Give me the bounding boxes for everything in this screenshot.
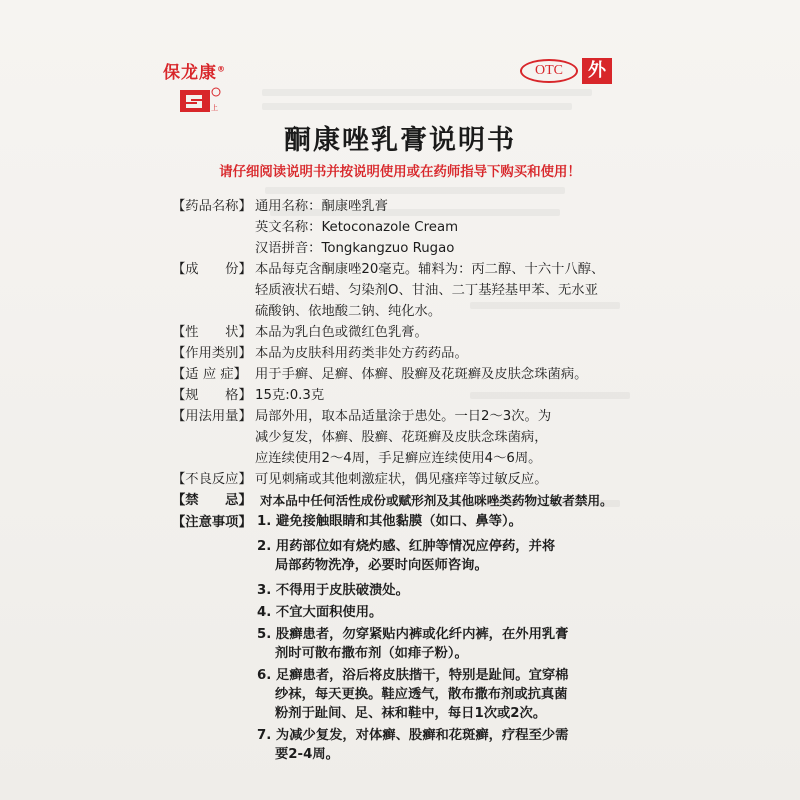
adverse-text: 可见刺痛或其他刺激症状，偶见瘙痒等过敏反应。 — [255, 472, 548, 487]
section-label: 【作用类别】 — [172, 346, 252, 361]
category-text: 本品为皮肤科用药类非处方药药品。 — [255, 346, 468, 361]
generic-name: 通用名称：酮康唑乳膏 — [255, 199, 388, 214]
precaution-line: 剂时可散布撒布剂（如痱子粉）。 — [275, 646, 468, 661]
contra-line-1: 对本品中任何活性成份或赋形剂及其他咪唑类药物过敏者禁用。 — [260, 493, 613, 508]
external-use-label: 外 — [582, 58, 612, 84]
brand-name: 保龙康® — [163, 63, 226, 83]
composition-line-3: 硫酸钠、依地酸二钠、纯化水。 — [255, 304, 442, 319]
precaution-line: 1. 避免接触眼睛和其他黏膜（如口、鼻等）。 — [257, 514, 522, 529]
section-label: 【性 状】 — [172, 325, 252, 340]
brand-logo-icon — [178, 86, 222, 116]
usage-line-3: 应连续使用2～4周，手足癣应连续使用4～6周。 — [255, 451, 542, 466]
composition-line-2: 轻质液状石蜡、匀染剂O、甘油、二丁基羟基甲苯、无水亚 — [255, 283, 598, 298]
otc-label: OTC — [520, 59, 578, 83]
page-title: 酮康唑乳膏说明书 — [284, 125, 516, 156]
svg-text:上: 上 — [211, 104, 218, 112]
section-label: 【成 份】 — [172, 262, 252, 277]
usage-line-2: 减少复发，体癣、股癣、花斑癣及皮肤念珠菌病， — [255, 430, 548, 445]
section-label: 【用法用量】 — [172, 409, 252, 424]
section-label: 【注意事项】 — [172, 515, 252, 530]
precaution-line: 3. 不得用于皮肤破溃处。 — [257, 583, 409, 598]
english-name: 英文名称：Ketoconazole Cream — [255, 220, 459, 235]
indications-text: 用于手癣、足癣、体癣、股癣及花斑癣及皮肤念珠菌病。 — [255, 367, 588, 382]
pinyin-name: 汉语拼音：Tongkangzuo Rugao — [255, 241, 455, 256]
spec-text: 15克:0.3克 — [255, 388, 325, 403]
section-label: 【药品名称】 — [172, 199, 252, 214]
section-label: 【规 格】 — [172, 388, 252, 403]
otc-badge — [520, 58, 620, 86]
section-label: 【适 应 症】 — [172, 367, 247, 382]
section-label: 【禁 忌】 — [172, 493, 252, 508]
precaution-line: 2. 用药部位如有烧灼感、红肿等情况应停药，并将 — [257, 539, 556, 554]
usage-line-1: 局部外用，取本品适量涂于患处。一日2～3次。为 — [255, 409, 552, 424]
precaution-line: 5. 股癣患者，勿穿紧贴内裤或化纤内裤，在外用乳膏 — [257, 627, 569, 642]
composition-line-1: 本品每克含酮康唑20毫克。辅料为：丙二醇、十六十八醇、 — [255, 262, 605, 277]
appearance-text: 本品为乳白色或微红色乳膏。 — [255, 325, 428, 340]
precaution-line: 7. 为减少复发，对体癣、股癣和花斑癣，疗程至少需 — [257, 728, 569, 743]
precaution-line: 纱袜，每天更换。鞋应透气，散布撒布剂或抗真菌 — [275, 687, 568, 702]
section-label: 【不良反应】 — [172, 472, 252, 487]
precaution-line: 局部药物洗净，必要时向医师咨询。 — [275, 558, 488, 573]
usage-warning: 请仔细阅读说明书并按说明使用或在药师指导下购买和使用！ — [219, 165, 581, 180]
precaution-line: 粉剂于趾间、足、袜和鞋中，每日1次或2次。 — [275, 706, 547, 721]
precaution-line: 要2-4周。 — [275, 747, 339, 762]
precaution-line: 4. 不宜大面积使用。 — [257, 605, 383, 620]
precaution-line: 6. 足癣患者，浴后将皮肤揩干，特别是趾间。宜穿棉 — [257, 668, 569, 683]
